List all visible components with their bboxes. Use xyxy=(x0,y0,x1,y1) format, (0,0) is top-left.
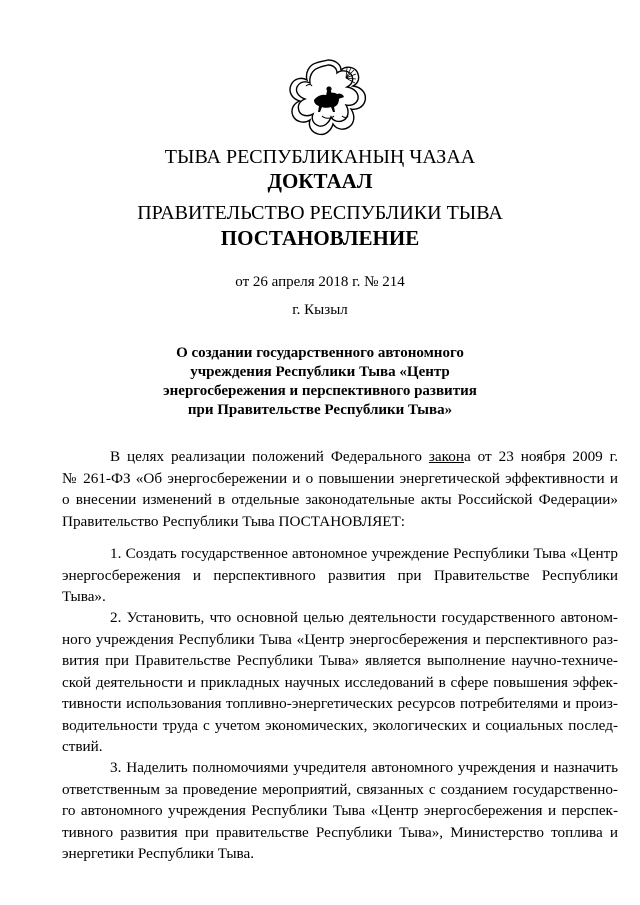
title-line: энергосбережения и перспективного развития xyxy=(163,383,477,399)
title-line: О создании государственного автономного xyxy=(176,345,464,361)
paragraph-line: тивного развития при правительстве Республики Тыва», Министерство топлива и xyxy=(62,823,618,841)
header-government: ПРАВИТЕЛЬСТВО РЕСПУБЛИКИ ТЫВА xyxy=(137,202,503,224)
document-date-number: от 26 апреля 2018 г. № 214 xyxy=(235,274,405,290)
paragraph-line: водительности труда с учетом экономических, экологических и социальных послед- xyxy=(62,716,618,734)
header-resolution: ПОСТАНОВЛЕНИЕ xyxy=(220,226,420,250)
paragraph-line: 2. Установить, что основной целью деятельности государственного автоном- xyxy=(110,609,618,626)
title-line: при Правительстве Республики Тыва» xyxy=(187,402,453,418)
paragraph-line: ответственным за проведение мероприятий, связанных с созданием государственно- xyxy=(62,780,618,798)
paragraph-line: Тыва». xyxy=(62,588,106,605)
federal-law-link[interactable]: закон xyxy=(428,448,464,465)
preamble-paragraph xyxy=(62,446,618,532)
item-3-paragraph xyxy=(62,757,618,865)
paragraph-line: № 261-ФЗ «Об энергосбережении и о повышении энергетической эффективности и xyxy=(62,469,618,487)
paragraph-line: вития при Правительстве Республики Тыва» является выполнение научно-техниче- xyxy=(62,652,618,669)
paragraph-line: 3. Наделить полномочиями учредителя автономного учреждения и назначить xyxy=(110,759,618,776)
paragraph-line: го автономного учреждения Республики Тыва «Центр энергосбережения и перспек- xyxy=(62,802,618,819)
header-tuvan-government: ТЫВА РЕСПУБЛИКАНЫҢ ЧАЗАА xyxy=(164,146,476,168)
header-tuvan-decree: ДОКТААЛ xyxy=(267,169,373,193)
paragraph-line: Правительство Республики Тыва ПОСТАНОВЛЯЕТ: xyxy=(62,512,405,530)
coat-of-arms-emblem xyxy=(284,56,372,140)
item-2-paragraph xyxy=(62,607,618,758)
paragraph-line: В целях реализации положений Федерального закона от 23 ноября 2009 г. xyxy=(110,448,618,465)
paragraph-line: 1. Создать государственное автономное учреждение Республики Тыва «Центр xyxy=(110,545,618,562)
paragraph-line: ской деятельности и прикладных научных исследований в сфере повышения эффек- xyxy=(62,673,618,691)
document-city: г. Кызыл xyxy=(292,302,348,318)
paragraph-line: тивности использования топливно-энергетических ресурсов потребителями и произ- xyxy=(62,695,618,712)
paragraph-line: энергетики Республики Тыва. xyxy=(62,845,255,862)
paragraph-line: энергосбережения и перспективного развития при Правительстве Республики xyxy=(62,566,618,584)
resolution-title xyxy=(120,344,520,420)
title-line: учреждения Республики Тыва «Центр xyxy=(190,364,450,380)
paragraph-line: о внесении изменений в отдельные законодательные акты Российской Федерации» xyxy=(62,491,618,508)
paragraph-line: ного учреждения Республики Тыва «Центр энергосбережения и перспективного раз- xyxy=(62,630,618,648)
item-1-paragraph xyxy=(62,543,618,608)
paragraph-line: ствий. xyxy=(62,738,103,755)
